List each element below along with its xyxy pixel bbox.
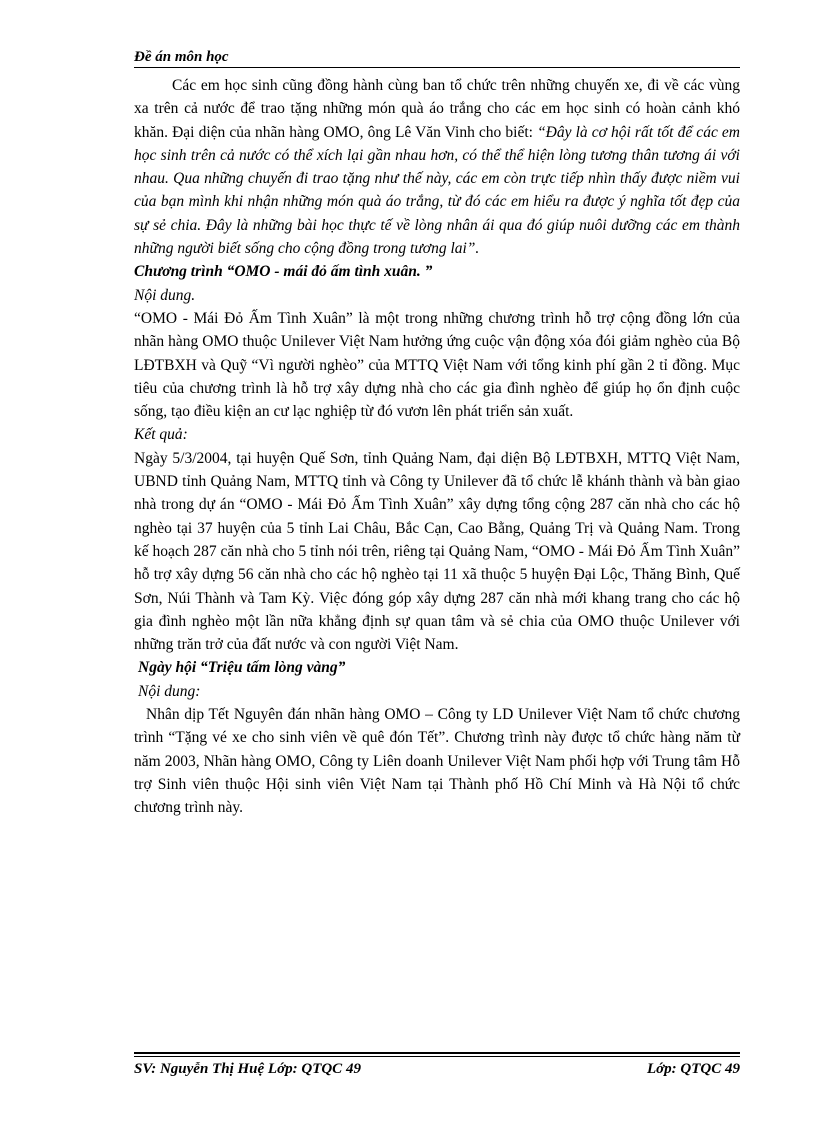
footer-divider-thin: [134, 1056, 740, 1057]
header-divider: [134, 67, 740, 68]
section-label-noi-dung-2: Nội dung:: [138, 682, 201, 700]
page-header-title: Đề án môn học: [134, 49, 229, 65]
section-label-noi-dung: Nội dung.: [134, 286, 196, 304]
quote-text: “Đây là cơ hội rất tốt để các em học sinh trên cả nước có thể xích lại gần nhau hơn, có thể thể hiện lòng tương thân tương ái với nhau. Qua những chuyến đi trao tặng như thế này, các em còn trực tiếp nhìn thấy được niềm vui của bạn mình khi nhận những món quà áo trắng, từ đó các em hiểu ra được ý nghĩa tốt đẹp của sự sẻ chia. Đây là những bài học thực tế về lòng nhân ái qua đó giúp nuôi dưỡng các em thành những người biết sống cho cộng đồng trong tương lai”.: [134, 123, 740, 258]
paragraph-intro: [134, 74, 740, 260]
document-page: [134, 0, 740, 1123]
paragraph-intro-text: Các em học sinh cũng đồng hành cùng ban tổ chức trên những chuyến xe, đi về các vùng xa trên cả nước để trao tặng những món quà áo trắng cho các em học sinh có hoàn cảnh khó khăn. Đại diện của nhãn hàng OMO, ông Lê Văn Vinh cho biết:: [134, 77, 740, 141]
section-heading-omo-mai-do: Chương trình “OMO - mái đỏ ấm tình xuân. ”: [134, 263, 433, 281]
document-body: [134, 74, 740, 820]
footer-student-info: SV: Nguyễn Thị Huệ Lớp: QTQC 49: [134, 1061, 361, 1077]
paragraph-trieu-tam-long-vang: Nhân dịp Tết Nguyên đán nhãn hàng OMO – Công ty LD Unilever Việt Nam tổ chức chương trình “Tặng vé xe cho sinh viên về quê đón Tết”. Chương trình này được tổ chức hàng năm từ năm 2003, Nhãn hàng OMO, Công ty Liên doanh Unilever Việt Nam phối hợp với Trung tâm Hỗ trợ Sinh viên thuộc Hội sinh viên Việt Nam tại Thành phố Hồ Chí Minh và Hà Nội tổ chức chương trình này.: [134, 706, 740, 817]
paragraph-omo-mai-do-result: Ngày 5/3/2004, tại huyện Quế Sơn, tỉnh Quảng Nam, đại diện Bộ LĐTBXH, MTTQ Việt Nam, UBND tỉnh Quảng Nam, MTTQ tỉnh và Công ty Unilever đã tổ chức lễ khánh thành và bàn giao nhà trong dự án “OMO - Mái Đỏ Ấm Tình Xuân” xây dựng tổng cộng 287 căn nhà cho các hộ nghèo tại 37 huyện của 5 tỉnh Lai Châu, Bắc Cạn, Cao Bằng, Quảng Trị và Quảng Nam. Trong kế hoạch 287 căn nhà cho 5 tỉnh nói trên, riêng tại Quảng Nam, “OMO - Mái Đỏ Ấm Tình Xuân” hỗ trợ xây dựng 56 căn nhà cho các hộ nghèo tại 11 xã thuộc 5 huyện Đại Lộc, Thăng Bình, Quế Sơn, Núi Thành và Tam Kỳ. Việc đóng góp xây dựng 287 căn nhà mới khang trang cho các hộ gia đình nghèo một lần nữa khẳng định sự quan tâm và sẻ chia của OMO thuộc Unilever với những trăn trở của đất nước và con người Việt Nam.: [134, 449, 740, 654]
footer-divider-thick: [134, 1052, 740, 1054]
section-heading-trieu-tam-long-vang: Ngày hội “Triệu tấm lòng vàng”: [138, 659, 346, 677]
section-label-ket-qua: Kết quả:: [134, 426, 188, 444]
footer-class-info: Lớp: QTQC 49: [646, 1061, 740, 1077]
paragraph-omo-mai-do-content: “OMO - Mái Đỏ Ấm Tình Xuân” là một trong những chương trình hỗ trợ cộng đồng lớn của nhãn hàng OMO thuộc Unilever Việt Nam hưởng ứng cuộc vận động xóa đói giảm nghèo của Bộ LĐTBXH và Quỹ “Vì người nghèo” của MTTQ Việt Nam với tổng kinh phí gần 2 tỉ đồng. Mục tiêu của chương trình là hỗ trợ xây dựng nhà cho các gia đình nghèo để giúp họ ổn định cuộc sống, tạo điều kiện an cư lạc nghiệp từ đó vươn lên phát triển sản xuất.: [134, 309, 740, 421]
